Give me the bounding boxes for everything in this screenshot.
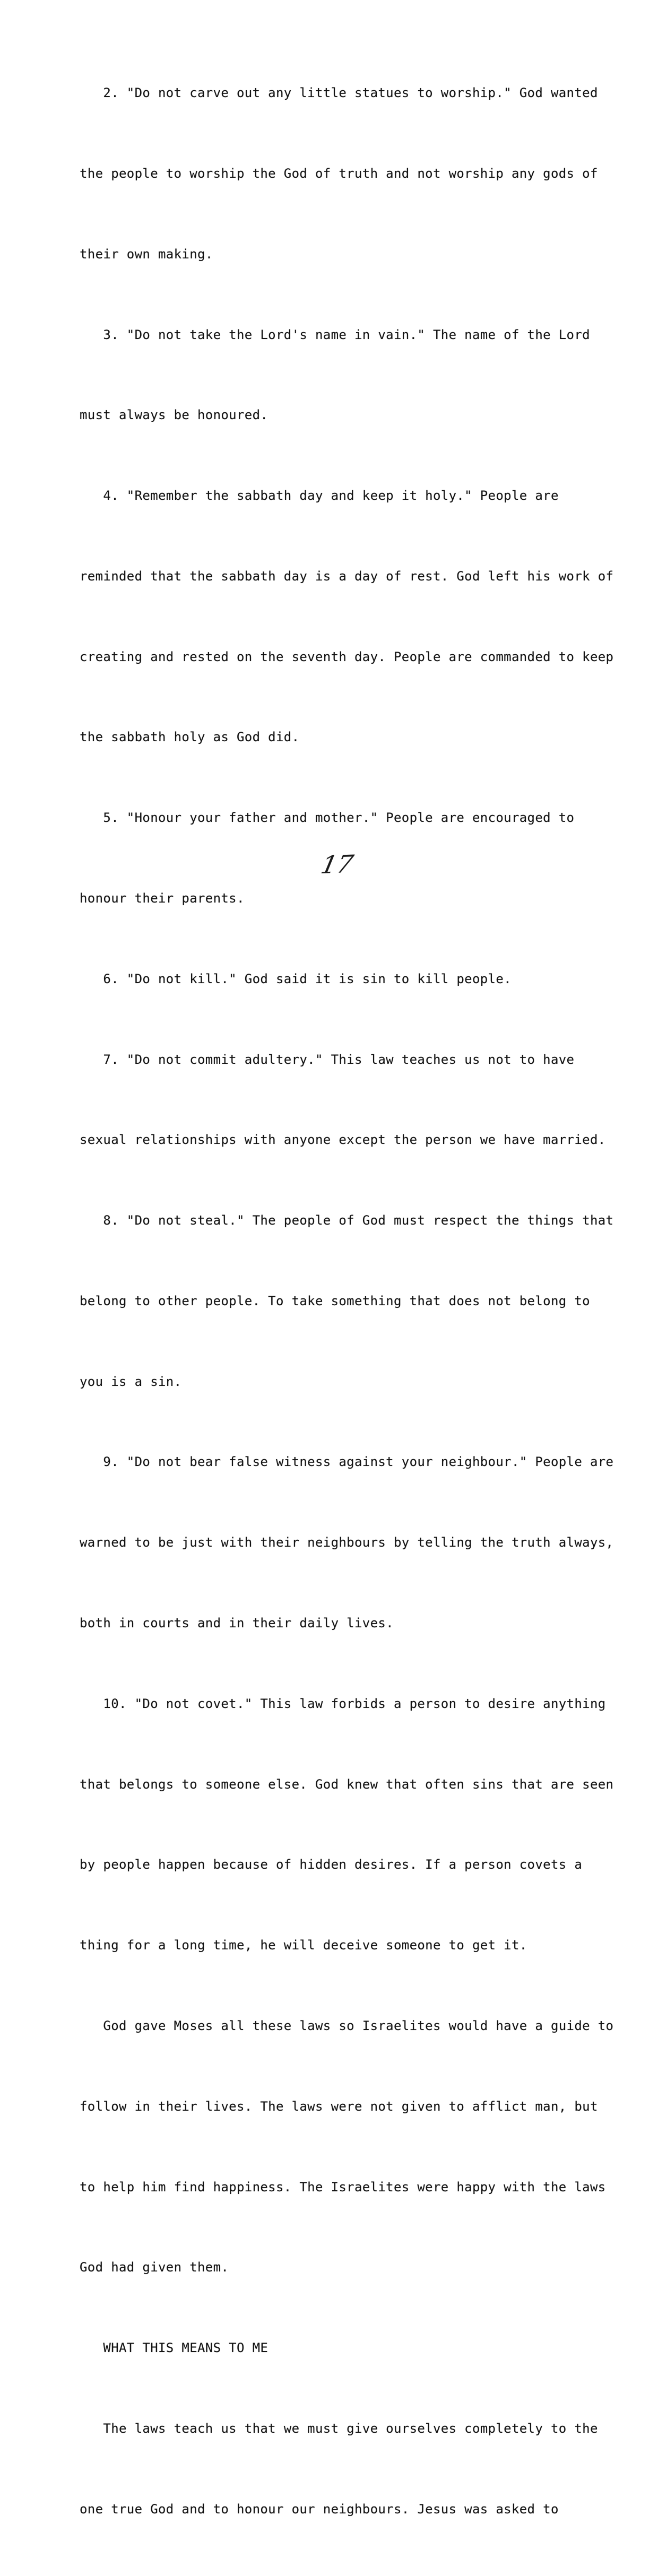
text-line: honour their parents. [80, 891, 245, 906]
text-line: belong to other people. To take something that does not belong to [80, 1293, 590, 1308]
text-line: 5. "Honour your father and mother." People are encouraged to [80, 810, 575, 826]
text-line: their own making. [80, 246, 213, 262]
text-line: the people to worship the God of truth and not worship any gods of [80, 166, 598, 181]
text-line: The laws teach us that we must give ourselves completely to the [80, 2421, 598, 2436]
text-line: 10. "Do not covet." This law forbids a person to desire anything [80, 1696, 606, 1711]
text-line: that belongs to someone else. God knew that often sins that are seen [80, 1776, 614, 1792]
text-line: must always be honoured. [80, 407, 269, 423]
text-line: 6. "Do not kill." God said it is sin to kill people. [80, 971, 512, 986]
text-line: 9. "Do not bear false witness against your neighbour." People are [80, 1454, 614, 1470]
text-line: the sabbath holy as God did. [80, 730, 300, 745]
text-line: one true God and to honour our neighbours. Jesus was asked to [80, 2501, 559, 2517]
text-line: God had given them. [80, 2260, 229, 2275]
text-line: to help him find happiness. The Israelites were happy with the laws [80, 2179, 606, 2195]
text-line: creating and rested on the seventh day. People are commanded to keep [80, 649, 614, 664]
text-line: sexual relationships with anyone except the person we have married. [80, 1132, 606, 1148]
text-line: 4. "Remember the sabbath day and keep it holy." People are [80, 488, 559, 504]
text-line: follow in their lives. The laws were not given to afflict man, but [80, 2098, 598, 2114]
text-line: God gave Moses all these laws so Israelites would have a guide to [80, 2018, 614, 2033]
text-line: 2. "Do not carve out any little statues to worship." God wanted [80, 85, 598, 101]
typewritten-text-block [80, 26, 637, 2576]
section-heading-line: WHAT THIS MEANS TO ME [80, 2340, 269, 2356]
text-line: warned to be just with their neighbours by telling the truth always, [80, 1535, 614, 1550]
text-line: 8. "Do not steal." The people of God must respect the things that [80, 1213, 614, 1228]
text-line: 3. "Do not take the Lord's name in vain." The name of the Lord [80, 327, 590, 342]
handwritten-page-number: 17 [318, 849, 356, 880]
text-line: thing for a long time, he will deceive someone to get it. [80, 1938, 527, 1953]
text-line: 7. "Do not commit adultery." This law teaches us not to have [80, 1052, 575, 1067]
text-line: by people happen because of hidden desires. If a person covets a [80, 1857, 583, 1872]
text-line: reminded that the sabbath day is a day of rest. God left his work of [80, 568, 614, 584]
text-line: both in courts and in their daily lives. [80, 1616, 394, 1631]
text-line: you is a sin. [80, 1374, 182, 1389]
